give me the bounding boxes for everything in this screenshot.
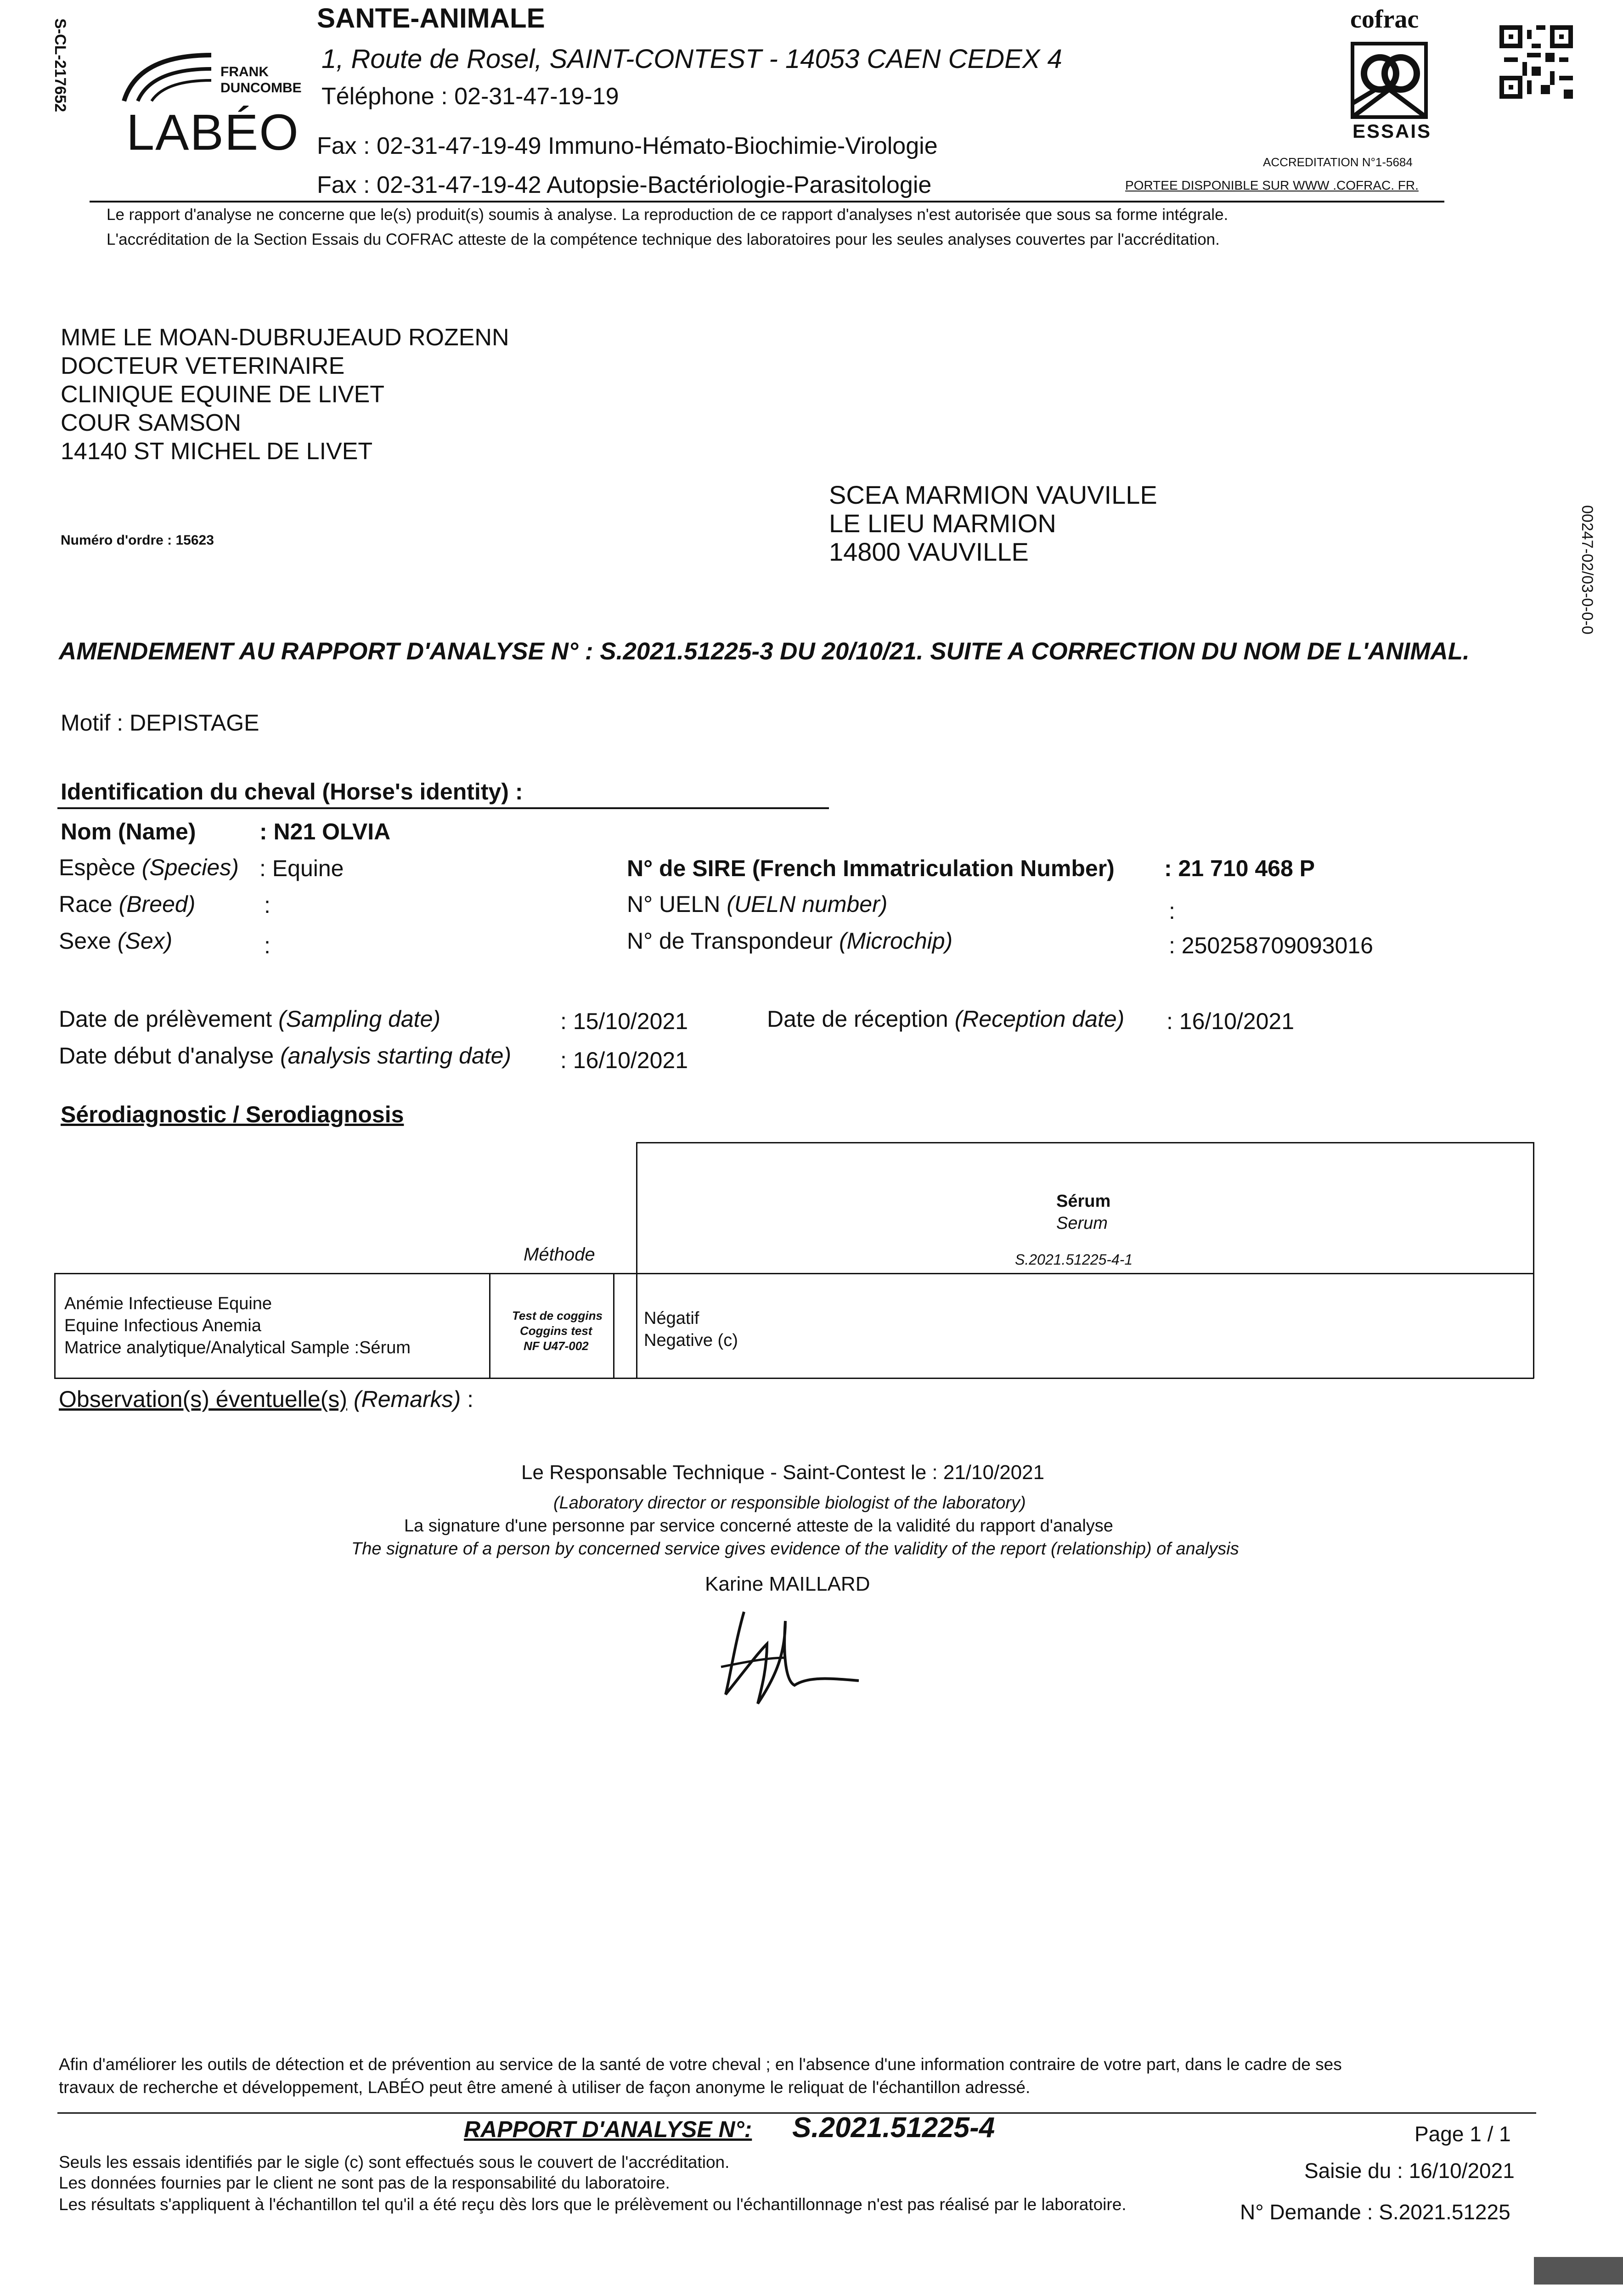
- sex-value: :: [264, 933, 270, 958]
- recipient-line-4: COUR SAMSON: [61, 410, 241, 436]
- qr-code-icon: [1499, 25, 1573, 99]
- serum-header-fr: Sérum: [1056, 1192, 1111, 1211]
- identity-heading-rule: [57, 807, 829, 809]
- ueln-value: :: [1169, 898, 1175, 924]
- serodiagnosis-heading: Sérodiagnostic / Serodiagnosis: [61, 1102, 404, 1127]
- result-fr: Négatif: [644, 1309, 699, 1328]
- cofrac-accreditation: ACCREDITATION N°1-5684: [1263, 155, 1413, 169]
- sample-id: S.2021.51225-4-1: [1015, 1251, 1133, 1268]
- table-method-left-border: [489, 1273, 490, 1379]
- table-right-border: [1533, 1142, 1534, 1379]
- header-rule: [90, 201, 1444, 203]
- method-line-1: Test de coggins: [512, 1309, 603, 1322]
- logo-name: LABÉO: [126, 104, 299, 161]
- page-number: Page 1 / 1: [1414, 2122, 1511, 2146]
- lab-department: SANTE-ANIMALE: [317, 3, 545, 34]
- lab-fax-2: Fax : 02-31-47-19-42 Autopsie-Bactériologie-Parasitologie: [317, 172, 932, 198]
- signatory-name: Karine MAILLARD: [705, 1573, 870, 1595]
- sex-label-fr: Sexe: [59, 928, 111, 954]
- footer-notice-1: Afin d'améliorer les outils de détection et de prévention au service de la santé de votre cheval ; en l'absence d'une information contraire de votre part, dans le cadre de ses: [59, 2055, 1342, 2074]
- species-label: [59, 854, 239, 881]
- footer-note-2: Les données fournies par le client ne sont pas de la responsabilité du laboratoire.: [59, 2173, 670, 2192]
- table-method-right-border: [613, 1273, 614, 1379]
- sampling-date-value: : 15/10/2021: [560, 1008, 688, 1034]
- methode-header: Méthode: [524, 1244, 595, 1265]
- right-side-code: 00247-02/03-0-0-0: [1578, 505, 1596, 635]
- left-side-code: S-CL-217652: [51, 18, 69, 113]
- table-serum-left-border: [636, 1142, 637, 1379]
- order-number: Numéro d'ordre : 15623: [61, 533, 214, 548]
- lab-fax-1: Fax : 02-31-47-19-49 Immuno-Hémato-Biochimie-Virologie: [317, 133, 938, 159]
- sire-label: N° de SIRE (French Immatriculation Number): [627, 855, 1115, 881]
- remarks-label-fr: Observation(s) éventuelle(s): [59, 1386, 348, 1412]
- analysis-start-value: : 16/10/2021: [560, 1047, 688, 1073]
- method-line-3: NF U47-002: [524, 1339, 589, 1353]
- recipient-line-1: MME LE MOAN-DUBRUJEAUD ROZENN: [61, 324, 509, 351]
- reception-date-label-fr: Date de réception: [767, 1006, 948, 1032]
- sampling-date-label-en: (Sampling date): [278, 1006, 441, 1032]
- ueln-label-fr: N° UELN: [627, 891, 721, 917]
- reception-date-label: [767, 1006, 1124, 1032]
- ueln-label-en: (UELN number): [727, 891, 888, 917]
- cofrac-brand: cofrac: [1350, 5, 1419, 34]
- identity-heading: Identification du cheval (Horse's identity) :: [61, 779, 523, 805]
- name-label: Nom (Name): [61, 819, 196, 844]
- footer-note-3: Les résultats s'appliquent à l'échantillon tel qu'il a été reçu dès lors que le prélèvement ou l'échantillonnage n'est pas réalisé par le laboratoire.: [59, 2195, 1127, 2214]
- signature-line-4: The signature of a person by concerned service gives evidence of the validity of the report (relationship) of analysis: [351, 1539, 1239, 1559]
- disclaimer-line-2: L'accréditation de la Section Essais du COFRAC atteste de la compétence technique des laboratoires pour les seules analyses couvertes par l'accréditation.: [107, 231, 1220, 248]
- species-value: : Equine: [259, 855, 344, 881]
- table-header-rule: [54, 1273, 1534, 1274]
- breed-label-fr: Race: [59, 891, 113, 917]
- reception-date-label-en: (Reception date): [954, 1006, 1125, 1032]
- signature-line-1: Le Responsable Technique - Saint-Contest le : 21/10/2021: [521, 1461, 1045, 1484]
- breed-label: [59, 891, 195, 917]
- recipient-line-3: CLINIQUE EQUINE DE LIVET: [61, 381, 385, 408]
- footer-note-1: Seuls les essais identifiés par le sigle (c) sont effectués sous le couvert de l'accréditation.: [59, 2153, 730, 2172]
- analysis-name-fr: Anémie Infectieuse Equine: [64, 1294, 272, 1313]
- footer-notice-2: travaux de recherche et développement, LABÉO peut être amené à utiliser de façon anonyme le reliquat de l'échantillon adressé.: [59, 2078, 1031, 2097]
- analysis-start-label-fr: Date début d'analyse: [59, 1043, 274, 1069]
- sex-label: [59, 928, 172, 954]
- signature-line-3: La signature d'une personne par service concerné atteste de la validité du rapport d'analyse: [404, 1516, 1113, 1536]
- recipient-line-5: 14140 ST MICHEL DE LIVET: [61, 438, 373, 465]
- handwritten-signature-icon: [716, 1603, 863, 1708]
- cofrac-essais: ESSAIS: [1352, 120, 1432, 142]
- transponder-value: : 250258709093016: [1169, 933, 1373, 958]
- analysis-matrix: Matrice analytique/Analytical Sample :Sérum: [64, 1338, 411, 1357]
- demande-number: N° Demande : S.2021.51225: [1240, 2200, 1510, 2224]
- scan-mark: [1534, 2257, 1623, 2285]
- method-line-2: Coggins test: [520, 1324, 592, 1338]
- sire-value: : 21 710 468 P: [1164, 855, 1315, 881]
- remarks: [59, 1386, 473, 1412]
- owner-line-3: 14800 VAUVILLE: [829, 537, 1029, 566]
- analysis-name-en: Equine Infectious Anemia: [64, 1316, 261, 1335]
- species-label-fr: Espèce: [59, 855, 135, 880]
- transponder-label-fr: N° de Transpondeur: [627, 928, 833, 954]
- table-top-border: [636, 1142, 1534, 1143]
- recipient-line-2: DOCTEUR VETERINAIRE: [61, 353, 345, 379]
- analysis-start-label-en: (analysis starting date): [280, 1043, 512, 1069]
- analysis-start-label: [59, 1042, 511, 1069]
- breed-value: :: [264, 892, 270, 918]
- owner-line-1: SCEA MARMION VAUVILLE: [829, 480, 1157, 509]
- cofrac-portee: PORTEE DISPONIBLE SUR WWW .COFRAC. FR.: [1125, 178, 1419, 192]
- owner-line-2: LE LIEU MARMION: [829, 509, 1056, 538]
- serum-header-en: Serum: [1056, 1214, 1108, 1233]
- saisie-date: Saisie du : 16/10/2021: [1304, 2159, 1515, 2183]
- lab-phone: Téléphone : 02-31-47-19-19: [321, 83, 619, 110]
- reception-date-value: : 16/10/2021: [1167, 1008, 1295, 1034]
- amendment-title: AMENDEMENT AU RAPPORT D'ANALYSE N° : S.2021.51225-3 DU 20/10/21. SUITE A CORRECTION DU NOM DE L'ANIMAL.: [59, 638, 1470, 665]
- cofrac-essais-logo-icon: [1348, 39, 1431, 122]
- lab-address: 1, Route de Rosel, SAINT-CONTEST - 14053 CAEN CEDEX 4: [321, 44, 1062, 74]
- species-label-en: (Species): [141, 855, 239, 880]
- report-label: RAPPORT D'ANALYSE N°:: [464, 2116, 752, 2142]
- logo-small-text-1: FRANK: [220, 64, 269, 79]
- disclaimer-line-1: Le rapport d'analyse ne concerne que le(s) produit(s) soumis à analyse. La reproduction de ce rapport d'analyses n'est autorisée que sous sa forme intégrale.: [107, 206, 1229, 224]
- sex-label-en: (Sex): [117, 928, 173, 954]
- result-en: Negative (c): [644, 1331, 738, 1350]
- motif: Motif : DEPISTAGE: [61, 710, 259, 736]
- breed-label-en: (Breed): [118, 891, 196, 917]
- report-number: S.2021.51225-4: [792, 2112, 995, 2144]
- transponder-label-en: (Microchip): [839, 928, 953, 954]
- name-value: : N21 OLVIA: [259, 819, 391, 844]
- signature-line-2: (Laboratory director or responsible biologist of the laboratory): [553, 1493, 1026, 1513]
- transponder-label: [627, 928, 952, 954]
- remarks-label-en: (Remarks): [353, 1386, 461, 1412]
- sampling-date-label: [59, 1006, 440, 1032]
- sampling-date-label-fr: Date de prélèvement: [59, 1006, 272, 1032]
- remarks-colon: :: [467, 1386, 474, 1412]
- swoosh-logo-icon: [119, 37, 220, 106]
- table-left-border: [54, 1273, 56, 1379]
- ueln-label: [627, 891, 887, 917]
- logo-small-text-2: DUNCOMBE: [220, 80, 302, 96]
- table-bottom-border: [54, 1378, 1534, 1379]
